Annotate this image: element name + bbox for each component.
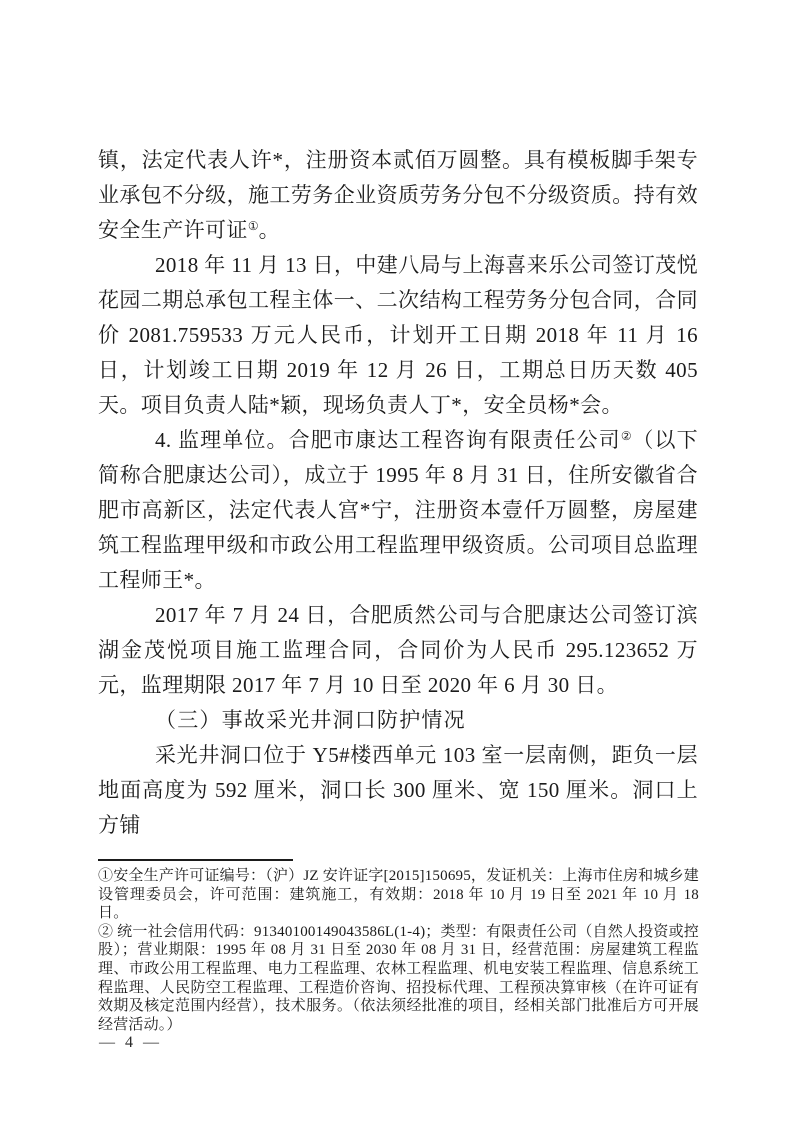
paragraph-text: 。: [258, 218, 280, 242]
paragraph-text: （以下简称合肥康达公司），成立于 1995 年 8 月 31 日，住所安徽省合肥市高新区，法定代表人宫*宁，注册资本壹仟万圆整，房屋建筑工程监理甲级和市政公用工程监理甲级资质。公司项目总监理工程师王*。: [98, 428, 699, 592]
paragraph-text: 镇，法定代表人许*，注册资本贰佰万圆整。具有模板脚手架专业承包不分级，施工劳务企业资质劳务分包不分级资质。持有效安全生产许可证: [98, 148, 698, 242]
paragraph-supervision-unit: [98, 423, 698, 598]
paragraph-text: 2017 年 7 月 24 日，合肥质然公司与合肥康达公司签订滨湖金茂悦项目施工监理合同，合同价为人民币 295.123652 万元，监理期限 2017 年 7 月 10 日至 2020 年 6 月 30 日。: [98, 603, 698, 697]
paragraph-subcontract-agreement: [98, 248, 698, 423]
paragraph-text: 4. 监理单位。合肥市康达工程咨询有限责任公司: [155, 428, 621, 452]
section-heading-skylight-protection: [98, 703, 698, 738]
paragraph-supervision-contract: [98, 598, 698, 703]
page-number: — 4 —: [99, 1034, 162, 1051]
footnote-ref-1: ①: [247, 219, 259, 233]
paragraph-text: 2018 年 11 月 13 日，中建八局与上海喜来乐公司签订茂悦花园二期总承包工程主体一、二次结构工程劳务分包合同，合同价 2081.759533 万元人民币，计划开工日期 2018 年 11 月 16 日，计划竣工日期 2019 年 12 月 26 日，工期总日历天数 405 天。项目负责人陆*颖，现场负责人丁*，安全员杨*会。: [98, 253, 698, 417]
paragraph-skylight-location: [98, 738, 698, 843]
document-body: [98, 143, 698, 843]
paragraph-license-continuation: [98, 143, 698, 248]
footnote-ref-2: ②: [620, 429, 633, 443]
footnote-1: ①安全生产许可证编号：（沪）JZ 安许证字[2015]150695，发证机关：上海市住房和城乡建设管理委员会，许可范围：建筑施工，有效期：2018 年 10 月 19 日至 2021 年 10 月 18 日。: [98, 868, 699, 922]
paragraph-text: 采光井洞口位于 Y5#楼西单元 103 室一层南侧，距负一层地面高度为 592 厘米，洞口长 300 厘米、宽 150 厘米。洞口上方铺: [98, 743, 698, 837]
heading-text: （三）事故采光井洞口防护情况: [155, 708, 466, 732]
footnote-2: ② 统一社会信用代码：91340100149043586L(1-4)；类型：有限责任公司（自然人投资或控股）；营业期限：1995 年 08 月 31 日至 2030 年 08 月 31 日，经营范围：房屋建筑工程监理、市政公用工程监理、电力工程监理、农林工程监理、机电安装工程监理、信息系统工程监理、人民防空工程监理、工程造价咨询、招投标代理、工程预决算审核（在许可证有效期及核定范围内经营），技术服务。（依法须经批准的项目，经相关部门批准后方可开展经营活动。）: [98, 923, 699, 1033]
footnote-separator: [98, 859, 293, 861]
footnote-section: [98, 867, 699, 1034]
